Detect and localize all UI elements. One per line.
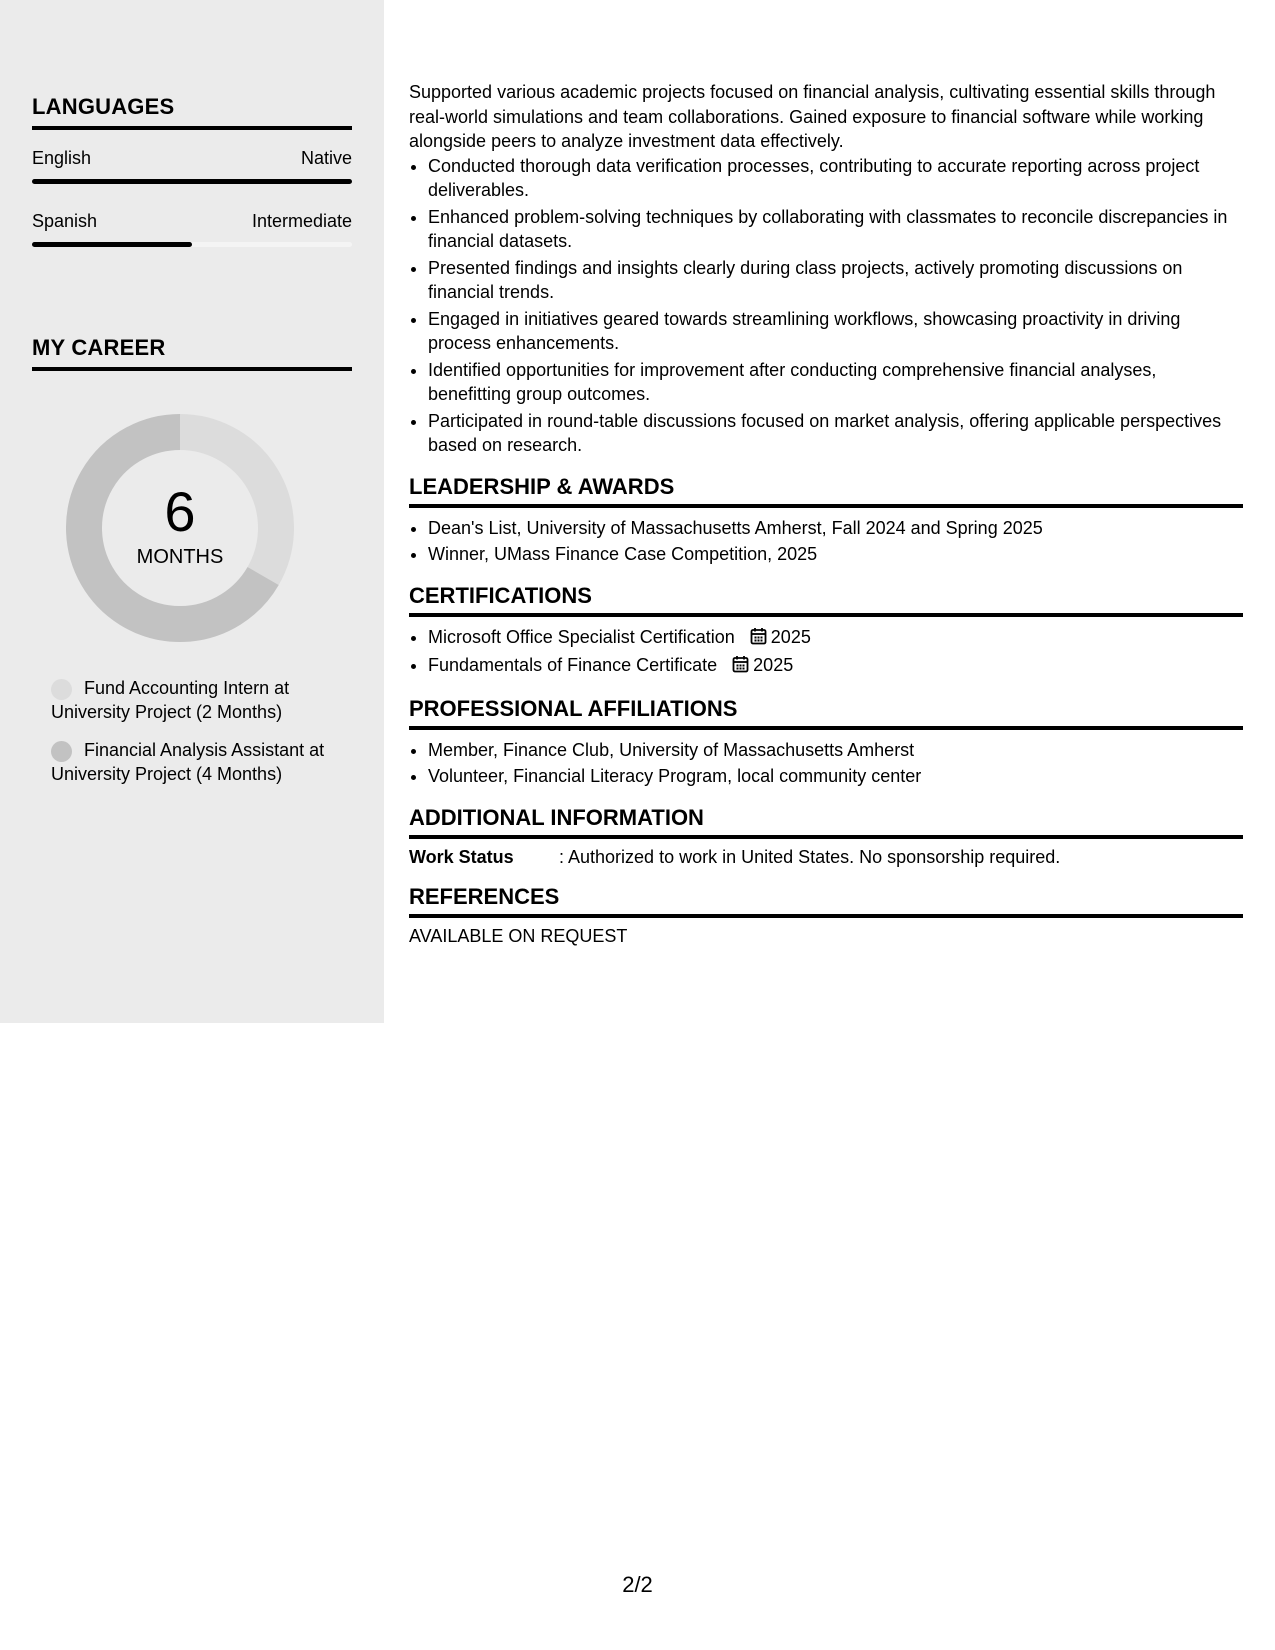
experience-bullets bbox=[409, 154, 1243, 458]
work-status-value: : Authorized to work in United States. No sponsorship required. bbox=[559, 846, 1061, 867]
list-item: • Winner, UMass Finance Case Competition, 2025 bbox=[428, 542, 1243, 567]
legend-dot-icon bbox=[51, 741, 72, 762]
career-legend-item bbox=[51, 738, 341, 786]
language-level: Intermediate bbox=[251, 211, 352, 231]
certification-year: 2025 bbox=[770, 626, 811, 647]
list-item: • Enhanced problem-solving techniques by collaborating with classmates to reconcile discrepancies in financial datasets. bbox=[428, 205, 1243, 254]
certifications-heading: CERTIFICATIONS bbox=[409, 583, 1243, 617]
career-donut-chart bbox=[66, 414, 294, 642]
list-item: • Participated in round-table discussions focused on market analysis, offering applicable perspectives based on research. bbox=[428, 409, 1243, 458]
list-item: • Dean's List, University of Massachusetts Amherst, Fall 2024 and Spring 2025 bbox=[428, 516, 1243, 541]
certifications-list bbox=[409, 625, 1243, 680]
certification-year: 2025 bbox=[753, 655, 794, 675]
list-item: • Engaged in initiatives geared towards streamlining workflows, showcasing proactivity in driving process enhancements. bbox=[428, 307, 1243, 356]
language-proficiency-bar bbox=[32, 242, 352, 247]
affiliations-list bbox=[409, 738, 1243, 789]
leadership-list bbox=[409, 516, 1243, 567]
list-item: • Identified opportunities for improvement after conducting comprehensive financial analyses, benefitting group outcomes. bbox=[428, 358, 1243, 407]
list-item: • Conducted thorough data verification processes, contributing to accurate reporting across project deliverables. bbox=[428, 154, 1243, 203]
career-legend-label: Financial Analysis Assistant at University Project (4 Months) bbox=[51, 740, 325, 784]
additional-info-heading: ADDITIONAL INFORMATION bbox=[409, 805, 1243, 839]
references-heading: REFERENCES bbox=[409, 884, 1243, 918]
language-proficiency-fill bbox=[32, 242, 192, 247]
experience-intro: Supported various academic projects focused on financial analysis, cultivating essential skills through real-world simulations and team collaborations. Gained exposure to financial software while working alongside peers to analyze investment data effectively. bbox=[409, 82, 1216, 151]
sidebar bbox=[0, 0, 384, 1023]
language-name: Spanish bbox=[32, 211, 98, 231]
language-proficiency-bar bbox=[32, 179, 352, 184]
work-status-label: Work Status bbox=[409, 846, 514, 867]
language-item bbox=[32, 148, 352, 184]
career-legend-label: Fund Accounting Intern at University Project (2 Months) bbox=[51, 678, 290, 722]
page-number: 2/2 bbox=[622, 1572, 653, 1597]
leadership-heading: LEADERSHIP & AWARDS bbox=[409, 474, 1243, 508]
list-item: • Member, Finance Club, University of Massachusetts Amherst bbox=[428, 738, 1243, 763]
list-item: • Volunteer, Financial Literacy Program, local community center bbox=[428, 764, 1243, 789]
language-level: Native bbox=[300, 148, 352, 168]
career-total-value: 6 bbox=[164, 479, 196, 543]
affiliations-heading: PROFESSIONAL AFFILIATIONS bbox=[409, 696, 1243, 730]
career-legend bbox=[51, 676, 341, 786]
career-heading: MY CAREER bbox=[32, 335, 352, 371]
language-item bbox=[32, 211, 352, 247]
list-item bbox=[428, 653, 1243, 680]
main-content bbox=[409, 80, 1243, 947]
languages-heading: LANGUAGES bbox=[32, 94, 352, 130]
language-name: English bbox=[32, 148, 92, 168]
career-section bbox=[32, 335, 352, 371]
list-item: • Presented findings and insights clearly during class projects, actively promoting discussions on financial trends. bbox=[428, 256, 1243, 305]
work-status-row bbox=[409, 847, 1243, 868]
calendar-icon bbox=[750, 627, 767, 652]
donut-center-label bbox=[66, 414, 294, 642]
certification-name: Fundamentals of Finance Certificate bbox=[428, 655, 718, 675]
languages-section bbox=[32, 94, 352, 247]
list-item bbox=[428, 625, 1243, 652]
certification-name: Microsoft Office Specialist Certification bbox=[428, 626, 735, 647]
calendar-icon bbox=[732, 655, 749, 680]
language-proficiency-fill bbox=[32, 179, 352, 184]
references-text: AVAILABLE ON REQUEST bbox=[409, 925, 628, 946]
legend-dot-icon bbox=[51, 679, 72, 700]
career-total-unit: MONTHS bbox=[136, 545, 224, 568]
career-legend-item bbox=[51, 676, 341, 724]
